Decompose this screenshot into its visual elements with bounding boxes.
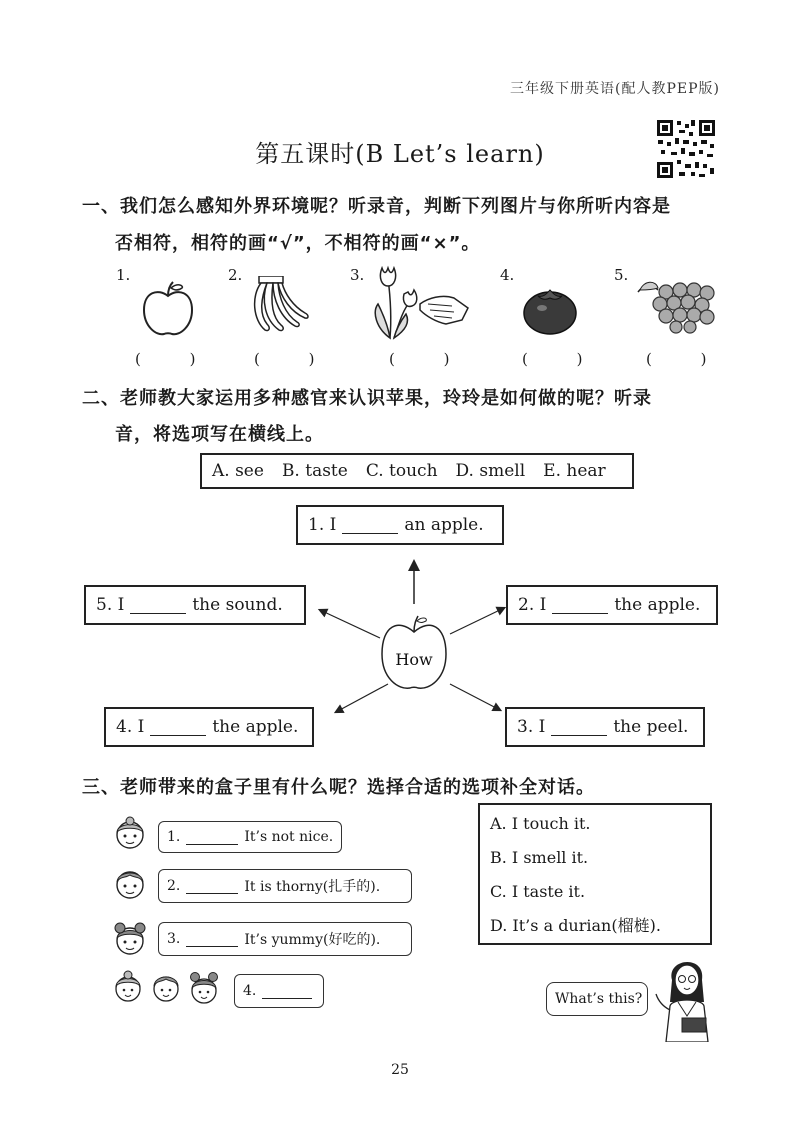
dialog-bubble-1 — [158, 821, 342, 853]
section1-instruction-line2: 否相符，相符的画“√”，不相符的画“×”。 — [115, 233, 481, 254]
sentence-text: 4. I — [116, 717, 145, 737]
teacher-question: What’s this? — [555, 991, 643, 1007]
girl-pigtails-face-icon — [110, 920, 150, 958]
sentence-box-3 — [505, 707, 705, 747]
answer-bracket[interactable]: ( ) — [646, 350, 729, 368]
answer-blank[interactable] — [342, 516, 398, 534]
dialog-number: 1. — [167, 829, 181, 845]
page-number: 25 — [391, 1062, 409, 1078]
section2-instruction-line2: 音，将选项写在横线上。 — [115, 424, 324, 445]
item-number: 3. — [350, 266, 365, 284]
dialog-bubble-2 — [158, 869, 412, 903]
section2-instruction-line1: 二、老师教大家运用多种感官来认识苹果，玲玲是如何做的呢？听录 — [82, 388, 652, 409]
how-diagram — [300, 550, 510, 720]
sentence-text: the apple. — [614, 595, 701, 615]
sentence-box-2 — [506, 585, 718, 625]
sentence-text: the peel. — [613, 717, 689, 737]
arrow-right-down — [450, 684, 500, 710]
item-number: 1. — [116, 266, 131, 284]
answer-blank[interactable] — [186, 879, 238, 894]
book-subtitle: 三年级下册英语(配人教PEP版) — [510, 81, 720, 97]
choice-option: B. taste — [281, 461, 348, 481]
how-label: How — [395, 650, 433, 669]
answer-bracket[interactable]: ( ) — [135, 350, 218, 368]
teacher-icon — [652, 950, 722, 1042]
boy-face-icon — [110, 866, 150, 902]
three-children-icon — [110, 968, 220, 1006]
sentence-text: an apple. — [404, 515, 484, 535]
sentence-text: the apple. — [212, 717, 299, 737]
girl-face-icon — [110, 816, 150, 852]
answer-blank[interactable] — [552, 596, 608, 614]
answer-blank[interactable] — [186, 932, 238, 947]
dialog-bubble-4 — [234, 974, 324, 1008]
flower-hand-icon — [370, 264, 470, 340]
dialog-number: 3. — [167, 931, 181, 947]
answer-bracket[interactable]: ( ) — [389, 350, 472, 368]
teacher-bubble — [546, 982, 648, 1016]
sentence-box-5 — [84, 585, 306, 625]
grapes-icon — [636, 278, 716, 334]
answer-blank[interactable] — [130, 596, 186, 614]
choice-option: D. smell — [455, 461, 526, 481]
item-number: 5. — [614, 266, 629, 284]
arrow-left-down — [336, 684, 388, 712]
option-b: B. I smell it. — [490, 848, 589, 867]
dialog-text: It’s not nice. — [244, 829, 334, 845]
sentence-box-1 — [296, 505, 504, 545]
sentence-text: 2. I — [518, 595, 547, 615]
arrow-right-up — [450, 608, 504, 634]
choices-box — [200, 453, 634, 489]
answer-blank[interactable] — [150, 718, 206, 736]
answer-blank[interactable] — [186, 830, 238, 845]
choice-option: A. see — [212, 461, 264, 481]
item-number: 2. — [228, 266, 243, 284]
sentence-text: 5. I — [96, 595, 125, 615]
tomato-icon — [522, 286, 578, 336]
dialog-text: It’s yummy(好吃的). — [244, 932, 381, 948]
option-d: D. It’s a durian(榴梿). — [490, 916, 661, 935]
sentence-box-4 — [104, 707, 314, 747]
choice-option: E. hear — [543, 461, 606, 481]
answer-blank[interactable] — [262, 984, 312, 999]
dialog-bubble-3 — [158, 922, 412, 956]
section3-instruction: 三、老师带来的盒子里有什么呢？选择合适的选项补全对话。 — [82, 777, 595, 798]
answer-bracket[interactable]: ( ) — [254, 350, 337, 368]
dialog-number: 2. — [167, 878, 181, 894]
dialog-number: 4. — [243, 983, 257, 999]
apple-icon — [140, 280, 196, 340]
qr-code-icon — [655, 118, 717, 180]
page-title: 第五课时(B Let’s learn) — [255, 140, 545, 168]
section1-instruction-line1: 一、我们怎么感知外界环境呢？听录音，判断下列图片与你所听内容是 — [82, 196, 671, 217]
arrow-left-up — [320, 610, 380, 638]
item-number: 4. — [500, 266, 515, 284]
option-c: C. I taste it. — [490, 882, 586, 901]
answer-blank[interactable] — [551, 718, 607, 736]
choice-option: C. touch — [365, 461, 438, 481]
dialog-text: It is thorny(扎手的). — [244, 879, 381, 895]
options-box — [478, 803, 712, 945]
sentence-text: the sound. — [192, 595, 283, 615]
sentence-text: 3. I — [517, 717, 546, 737]
sentence-text: 1. I — [308, 515, 337, 535]
answer-bracket[interactable]: ( ) — [522, 350, 605, 368]
option-a: A. I touch it. — [490, 814, 591, 833]
bananas-icon — [247, 276, 309, 336]
